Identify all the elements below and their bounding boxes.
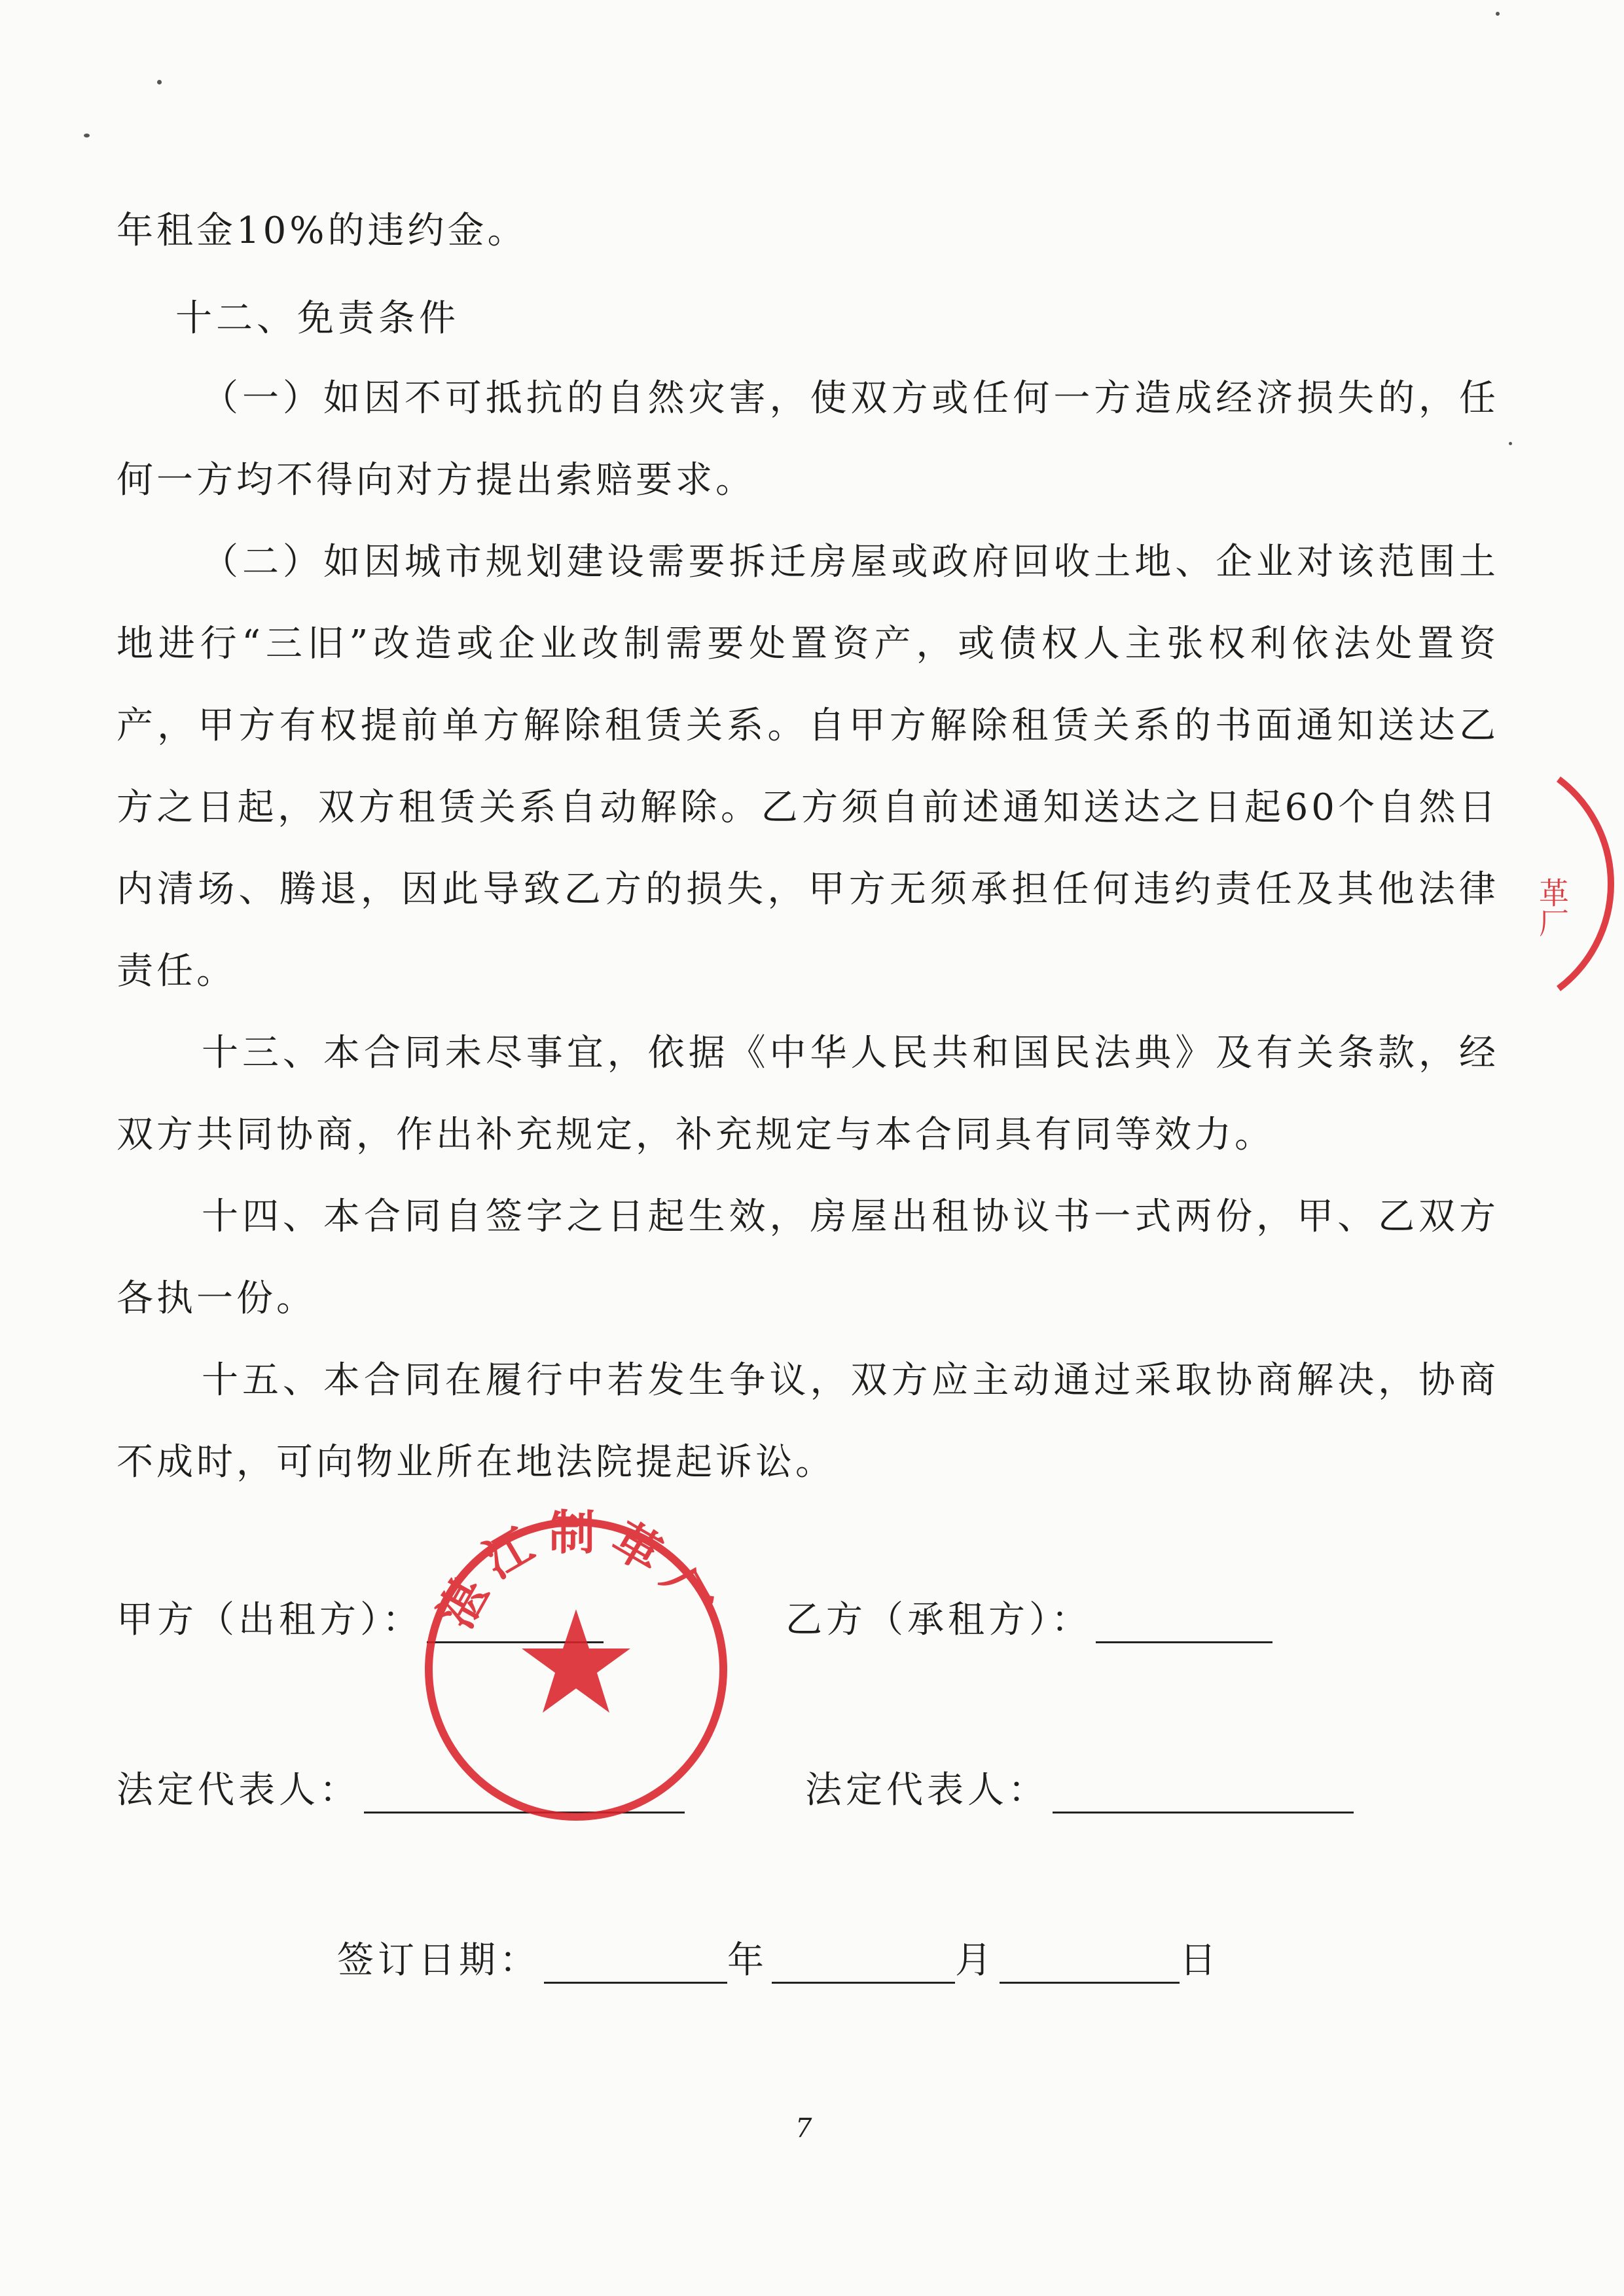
signing-date xyxy=(337,1931,1220,1984)
party-a-label: 甲方（出租方）： xyxy=(117,1599,423,1641)
rep-a-label: 法定代表人： xyxy=(117,1769,360,1812)
day-label: 日 xyxy=(1180,1939,1220,1982)
scan-speck xyxy=(157,80,162,84)
party-b-label: 乙方（承租方）： xyxy=(785,1599,1092,1641)
company-seal xyxy=(412,1506,740,1833)
year-blank[interactable] xyxy=(544,1952,727,1984)
section-heading-12: 十二、免责条件 xyxy=(175,297,460,340)
rep-b-label: 法定代表人： xyxy=(805,1769,1049,1812)
scan-speck xyxy=(1509,442,1512,445)
year-label: 年 xyxy=(727,1939,768,1982)
day-blank[interactable] xyxy=(1000,1952,1180,1984)
page-number: 7 xyxy=(795,2113,812,2143)
paragraph-12-1: （一）如因不可抵抗的自然灾害，使双方或任何一方造成经济损失的，任何一方均不得向对方提出索赔要求。 xyxy=(117,377,1499,501)
paragraph-12-2: （二）如因城市规划建设需要拆迁房屋或政府回收土地、企业对该范围土地进行“三旧”改造或企业改制需要处置资产，或债权人主张权利依法处置资产，甲方有权提前单方解除租赁关系。自甲方解除租赁关系的书面通知送达乙方之日起，双方租赁关系自动解除。乙方须自前述通知送达之日起60个自然日内清场、腾退，因此导致乙方的损失，甲方无须承担任何违约责任及其他法律责任。 xyxy=(117,541,1499,993)
seal-star-icon xyxy=(522,1609,630,1713)
party-b-signature-line[interactable] xyxy=(1096,1611,1272,1643)
paragraph-penalty-end: 年租金10%的违约金。 xyxy=(117,210,528,252)
date-label: 签订日期： xyxy=(337,1939,540,1982)
scan-speck xyxy=(1496,12,1500,16)
partial-seal xyxy=(1534,773,1624,995)
rep-b-signature-line[interactable] xyxy=(1053,1781,1354,1813)
paragraph-14: 十四、本合同自签字之日起生效，房屋出租协议书一式两份，甲、乙双方各执一份。 xyxy=(117,1195,1499,1320)
partial-seal-text: 革厂 xyxy=(1534,877,1570,938)
paragraph-13: 十三、本合同未尽事宜，依据《中华人民共和国民法典》及有关条款，经双方共同协商，作出补充规定，补充规定与本合同具有同等效力。 xyxy=(117,1032,1499,1156)
party-b-signature xyxy=(785,1591,1272,1643)
scan-speck xyxy=(84,134,90,137)
month-blank[interactable] xyxy=(772,1952,955,1984)
paragraph-15: 十五、本合同在履行中若发生争议，双方应主动通过采取协商解决，协商不成时，可向物业所在地法院提起诉讼。 xyxy=(117,1359,1499,1484)
seal-text: 湛江制革厂 xyxy=(427,1506,729,1637)
month-label: 月 xyxy=(955,1939,996,1982)
rep-b-signature xyxy=(805,1761,1354,1813)
